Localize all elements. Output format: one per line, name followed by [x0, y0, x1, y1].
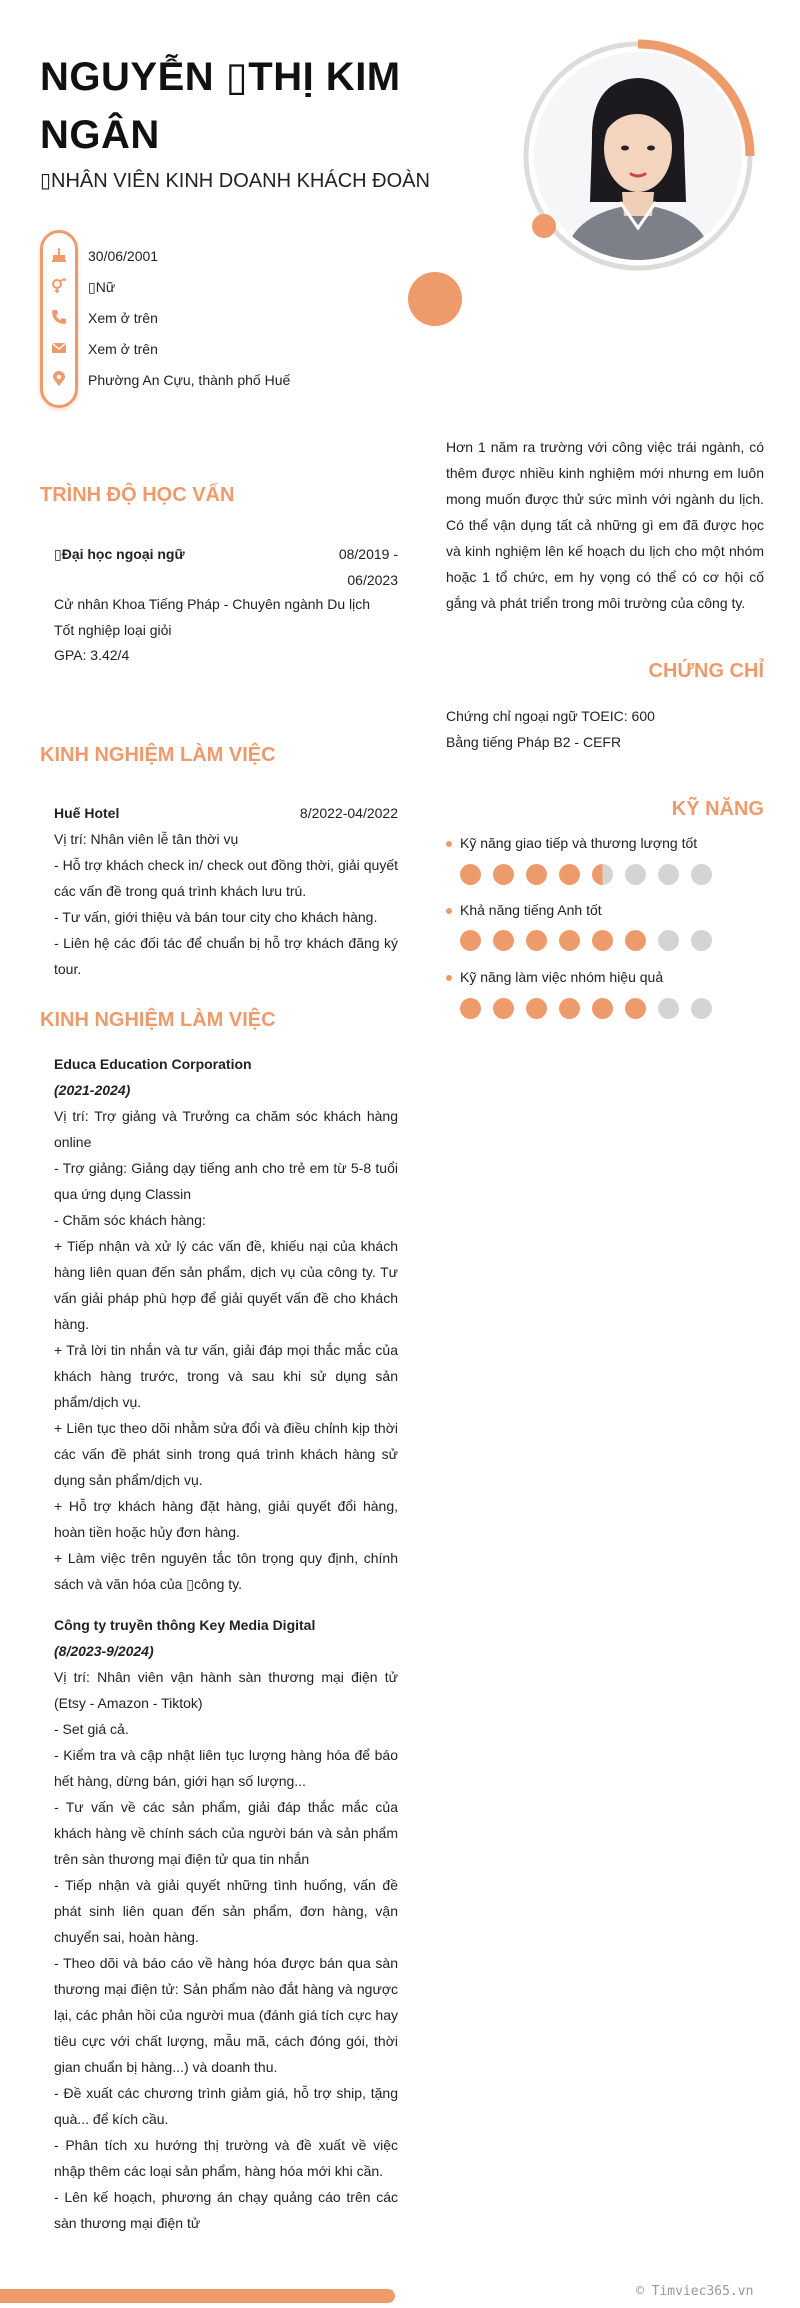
- skill-dot: [691, 998, 712, 1019]
- skill-dot: [691, 930, 712, 951]
- skills-title: KỸ NĂNG: [671, 798, 764, 820]
- experience-line: - Đề xuất các chương trình giảm giá, hỗ trợ ship, tặng quà... để kích cầu.: [54, 2085, 398, 2127]
- skill-dot: [526, 864, 547, 885]
- avatar-frame: [520, 38, 756, 274]
- skill-dot: [526, 930, 547, 951]
- experience-line: - Theo dõi và báo cáo về hàng hóa được bán qua sàn thương mại điện tử: Sản phẩm nào đắt hàng và ngược lại, các phản hồi của người mua (đánh giá tích cực hay tiêu cực với chất lượng, mẫu mã, cách đóng gói, thời gian chuẩn bị hàng...) và doanh thu.: [54, 1955, 398, 2075]
- education-grade: Tốt nghiệp loại giỏi: [54, 622, 172, 638]
- skill-dot: [559, 864, 580, 885]
- education-major: Cử nhân Khoa Tiếng Pháp - Chuyên ngành Du lịch: [54, 596, 371, 612]
- experience-line: + Trả lời tin nhắn và tư vấn, giải đáp mọi thắc mắc của khách hàng trước, trong và sau khi sử dụng sản phẩm/dịch vụ.: [54, 1342, 398, 1410]
- skill-dot: [592, 998, 613, 1019]
- skill-dot: [559, 998, 580, 1019]
- experience-line: - Phân tích xu hướng thị trường và đề xuất về việc nhập thêm các loại sản phẩm, hàng hóa mới khi cần.: [54, 2137, 398, 2179]
- experience-line: - Kiểm tra và cập nhật liên tục lượng hàng hóa để báo hết hàng, dừng bán, giới hạn số lượng...: [54, 1747, 398, 1789]
- certificate-item: Bằng tiếng Pháp B2 - CEFR: [446, 734, 622, 750]
- experience-line: - Tiếp nhận và giải quyết những tình huống, vấn đề phát sinh liên quan đến sản phẩm, đơn hàng, vận chuyển sai, hoàn hàng.: [54, 1877, 398, 1945]
- experience-company: Công ty truyền thông Key Media Digital: [54, 1617, 316, 1633]
- experience-details: [54, 1103, 398, 1597]
- decor-dot-small: [532, 214, 556, 238]
- skill-dot: [460, 930, 481, 951]
- education-school: ▯Đại học ngoại ngữ: [54, 546, 185, 562]
- experience-details: [54, 1664, 398, 2236]
- skill-dot: [625, 998, 646, 1019]
- experience-company: Huế Hotel: [54, 805, 120, 821]
- education-title: TRÌNH ĐỘ HỌC VẤN: [40, 484, 235, 506]
- contact-gender: ▯Nữ: [88, 279, 116, 295]
- skill-dot: [493, 864, 514, 885]
- phone-icon: [50, 308, 68, 326]
- experience-line: Vị trí: Nhân viên lễ tân thời vụ: [54, 831, 239, 847]
- portrait-image: [534, 52, 742, 260]
- decor-dot-large: [408, 272, 462, 326]
- experience-line: + Làm việc trên nguyên tắc tôn trọng quy định, chính sách và văn hóa của ▯công ty.: [54, 1550, 398, 1592]
- skill-rating: [460, 864, 712, 885]
- experience-line: - Trợ giảng: Giảng dạy tiếng anh cho trẻ em từ 5-8 tuổi qua ứng dụng Classin: [54, 1160, 398, 1202]
- footer-accent-bar: [0, 2289, 395, 2303]
- skill-dot: [559, 930, 580, 951]
- experience-period: (2021-2024): [54, 1082, 131, 1098]
- experience-line: - Chăm sóc khách hàng:: [54, 1212, 206, 1228]
- skill-dot: [493, 998, 514, 1019]
- contact-birthday: 30/06/2001: [88, 248, 159, 264]
- skill-dot: [592, 864, 613, 885]
- skill-bullet: [446, 841, 452, 847]
- education-period: [320, 541, 398, 593]
- experience-line: - Set giá cả.: [54, 1721, 129, 1737]
- experience-line: - Tư vấn, giới thiệu và bán tour city cho khách hàng.: [54, 909, 378, 925]
- experience-line: - Tư vấn về các sản phẩm, giải đáp thắc mắc của khách hàng về chính sách của người bán và sản phẩm trên sàn thương mại điện tử qua tin nhắn: [54, 1799, 398, 1867]
- contact-address: Phường An Cựu, thành phố Huế: [88, 372, 291, 388]
- cake-icon: [50, 246, 68, 264]
- skill-dot: [691, 864, 712, 885]
- experience-line: + Hỗ trợ khách hàng đặt hàng, giải quyết đổi hàng, hoàn tiền hoặc hủy đơn hàng.: [54, 1498, 398, 1540]
- experience-period: (8/2023-9/2024): [54, 1643, 154, 1659]
- skill-dot: [658, 864, 679, 885]
- education-period-start: 08/2019 -: [338, 546, 398, 562]
- experience-line: - Hỗ trợ khách check in/ check out đồng thời, giải quyết các vấn đề trong quá trình khách lưu trú.: [54, 857, 398, 899]
- education-period-end: 06/2023: [347, 572, 398, 588]
- experience-line: + Liên tục theo dõi nhằm sửa đổi và điều chỉnh kịp thời các vấn đề phát sinh trong quá trình khách hàng sử dụng sản phẩm/dịch vụ.: [54, 1420, 398, 1488]
- experience-line: - Lên kế hoạch, phương án chạy quảng cáo trên các sàn thương mại điện tử: [54, 2189, 398, 2231]
- skill-dot: [625, 864, 646, 885]
- experience-line: + Tiếp nhận và xử lý các vấn đề, khiếu nại của khách hàng liên quan đến sản phẩm, dịch vụ của công ty. Tư vấn giải pháp phù hợp để giải quyết vấn đề cho khách hàng.: [54, 1238, 398, 1332]
- career-objective: Hơn 1 năm ra trường với công việc trái ngành, có thêm được nhiều kinh nghiệm mới nhưng em luôn mong muốn được thử sức mình với ngành du lịch. Có thể vận dụng tất cả những gì em đã được học và kinh nghiệm lên kế hoạch du lịch cho một nhóm hoặc 1 tổ chức, em hy vọng có thể có cơ hội cố gắng và phát triển trong môi trường của công ty.: [446, 439, 764, 611]
- job-title: ▯NHÂN VIÊN KINH DOANH KHÁCH ĐOÀN: [40, 170, 430, 192]
- experience-line: Vị trí: Trợ giảng và Trưởng ca chăm sóc khách hàng online: [54, 1108, 398, 1150]
- experience-title: KINH NGHIỆM LÀM VIỆC: [40, 1009, 276, 1031]
- skill-label: Kỹ năng giao tiếp và thương lượng tốt: [460, 835, 698, 851]
- skill-dot: [658, 998, 679, 1019]
- experience-details: [54, 826, 398, 982]
- contact-phone: Xem ở trên: [88, 310, 158, 326]
- skill-dot: [526, 998, 547, 1019]
- experience-company: Educa Education Corporation: [54, 1056, 252, 1072]
- avatar: [534, 52, 742, 260]
- experience-line: Vị trí: Nhân viên vận hành sàn thương mại điện tử (Etsy - Amazon - Tiktok): [54, 1669, 398, 1711]
- skill-bullet: [446, 908, 452, 914]
- location-icon: [50, 370, 68, 388]
- skill-label: Kỹ năng làm việc nhóm hiệu quả: [460, 969, 664, 985]
- watermark: © Timviec365.vn: [636, 2284, 754, 2299]
- education-gpa: GPA: 3.42/4: [54, 647, 130, 663]
- skill-rating: [460, 998, 712, 1019]
- skill-dot: [493, 930, 514, 951]
- skill-label: Khả năng tiếng Anh tốt: [460, 902, 602, 918]
- skill-rating: [460, 930, 712, 951]
- skill-dot: [592, 930, 613, 951]
- experience-title: KINH NGHIỆM LÀM VIỆC: [40, 744, 276, 766]
- experience-line: - Liên hệ các đối tác để chuẩn bị hỗ trợ khách đăng ký tour.: [54, 935, 398, 977]
- experience-period: 8/2022-04/2022: [299, 805, 398, 821]
- gender-icon: [50, 277, 68, 295]
- skill-dot: [460, 998, 481, 1019]
- skill-dot: [460, 864, 481, 885]
- skill-dot: [625, 930, 646, 951]
- candidate-name: NGUYỄN ▯THỊ KIM NGÂN: [40, 55, 401, 157]
- email-icon: [50, 339, 68, 357]
- certificate-item: Chứng chỉ ngoại ngữ TOEIC: 600: [446, 708, 655, 724]
- certificates-title: CHỨNG CHỈ: [648, 660, 764, 682]
- skill-bullet: [446, 975, 452, 981]
- skill-dot: [658, 930, 679, 951]
- contact-email: Xem ở trên: [88, 341, 158, 357]
